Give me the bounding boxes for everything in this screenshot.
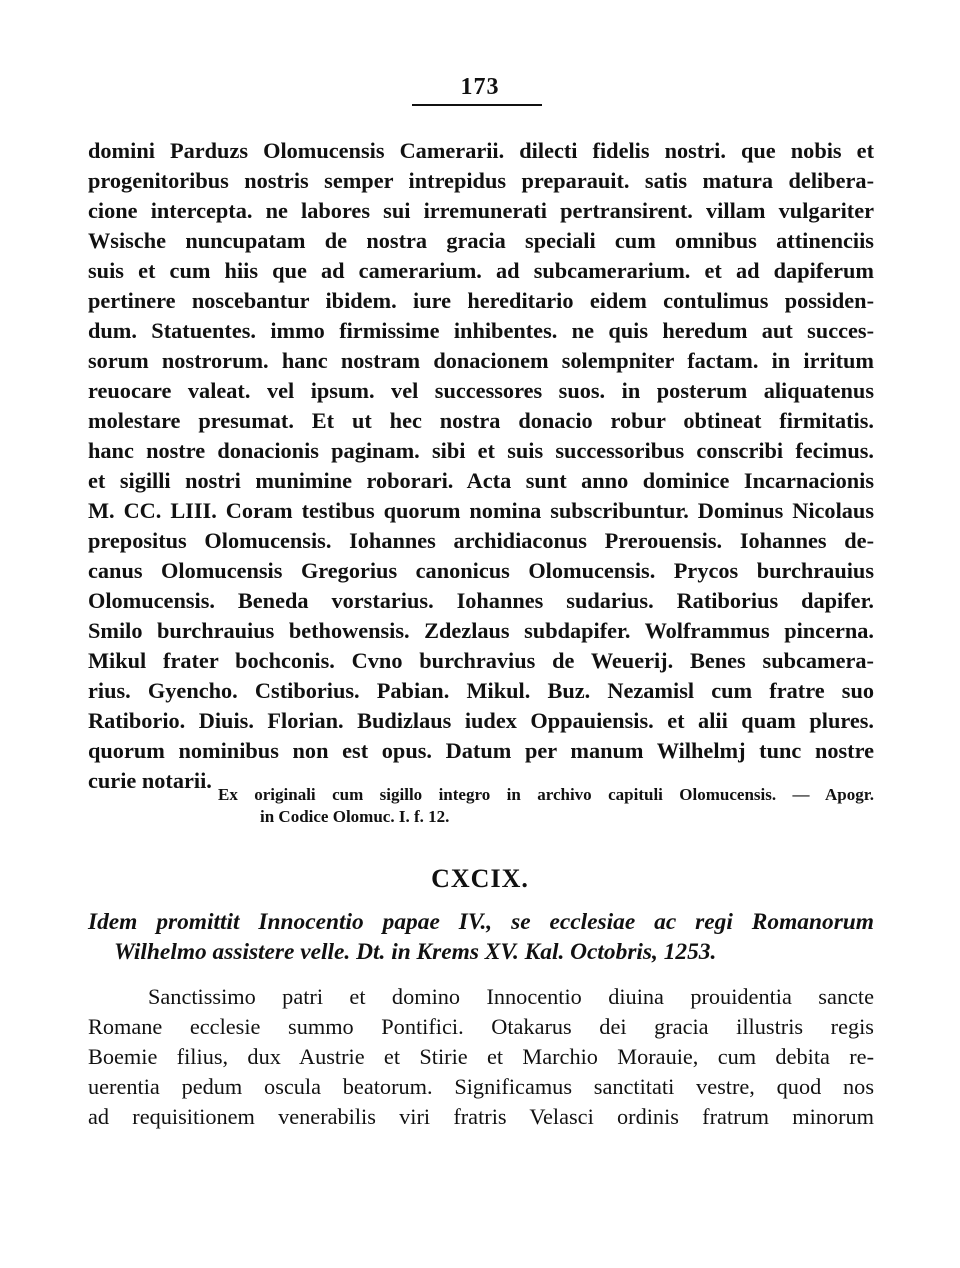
body-line: domini Parduzs Olomucensis Camerarii. dilecti fidelis nostri. que nobis et bbox=[88, 138, 874, 163]
body-line-last: curie notarii. bbox=[88, 768, 212, 793]
body-line: molestare presumat. Et ut hec nostra donacio robur obtineat firmitatis. bbox=[88, 408, 874, 433]
body-line: dum. Statuentes. immo firmissime inhibentes. ne quis heredum aut succes- bbox=[88, 318, 874, 343]
body-line: rius. Gyencho. Cstiborius. Pabian. Mikul. Buz. Nezamisl cum fratre suo bbox=[88, 678, 874, 703]
section-number: CXCIX. bbox=[431, 864, 529, 893]
source-note-line: in Codice Olomuc. I. f. 12. bbox=[260, 807, 450, 826]
body-line: cione intercepta. ne labores sui irremunerati pertransirent. villam vulgariter bbox=[88, 198, 874, 223]
body-line: Ratiborio. Diuis. Florian. Budizlaus iudex Oppauiensis. et alii quam plures. bbox=[88, 708, 874, 733]
page-number: 173 bbox=[460, 74, 500, 100]
body-line: reuocare valeat. vel ipsum. vel successores suos. in posterum aliquatenus bbox=[88, 378, 874, 403]
body-line: suis et cum hiis que ad camerarium. ad subcamerarium. et ad dapiferum bbox=[88, 258, 874, 283]
body-line: canus Olomucensis Gregorius canonicus Olomucensis. Prycos burchrauius bbox=[88, 558, 874, 583]
letter-line: ad requisitionem venerabilis viri fratris Velasci ordinis fratrum minorum bbox=[88, 1104, 874, 1129]
body-line: M. CC. LIII. Coram testibus quorum nomina subscribuntur. Dominus Nicolaus bbox=[88, 498, 874, 523]
body-line: prepositus Olomucensis. Iohannes archidiaconus Prerouensis. Iohannes de- bbox=[88, 528, 874, 553]
body-line: hanc nostre donacionis paginam. sibi et suis successoribus conscribi fecimus. bbox=[88, 438, 874, 463]
source-note-line: Ex originali cum sigillo integro in archivo capituli Olomucensis. — Apogr. bbox=[218, 785, 874, 804]
section-title-line: Wilhelmo assistere velle. Dt. in Krems XV. Kal. Octobris, 1253. bbox=[114, 939, 717, 965]
letter-line: Boemie filius, dux Austrie et Stirie et Marchio Morauie, cum debita re- bbox=[88, 1044, 874, 1069]
letter-line: Romane ecclesie summo Pontifici. Otakarus dei gracia illustris regis bbox=[88, 1014, 874, 1039]
letter-line: Sanctissimo patri et domino Innocentio diuina prouidentia sancte bbox=[148, 984, 874, 1009]
section-title-line: Idem promittit Innocentio papae IV., se ecclesiae ac regi Romanorum bbox=[88, 909, 874, 935]
body-line: et sigilli nostri munimine roborari. Acta sunt anno dominice Incarnacionis bbox=[88, 468, 874, 493]
header-rule bbox=[412, 104, 542, 106]
body-line: sorum nostrorum. hanc nostram donacionem solempniter factam. in irritum bbox=[88, 348, 874, 373]
body-line: Olomucensis. Beneda vorstarius. Iohannes sudarius. Ratiborius dapifer. bbox=[88, 588, 874, 613]
body-line: pertinere noscebantur ibidem. iure hereditario eidem contulimus possiden- bbox=[88, 288, 874, 313]
body-line: progenitoribus nostris semper intrepidus preparauit. satis matura delibera- bbox=[88, 168, 874, 193]
body-line: Mikul frater bochconis. Cvno burchravius de Weuerij. Benes subcamera- bbox=[88, 648, 874, 673]
letter-line: uerentia pedum oscula beatorum. Significamus sanctitati vestre, quod nos bbox=[88, 1074, 874, 1099]
body-line: quorum nominibus non est opus. Datum per manum Wilhelmj tunc nostre bbox=[88, 738, 874, 763]
body-line: Wsische nuncupatam de nostra gracia speciali cum omnibus attinenciis bbox=[88, 228, 874, 253]
body-line: Smilo burchrauius bethowensis. Zdezlaus subdapifer. Wolframmus pincerna. bbox=[88, 618, 874, 643]
